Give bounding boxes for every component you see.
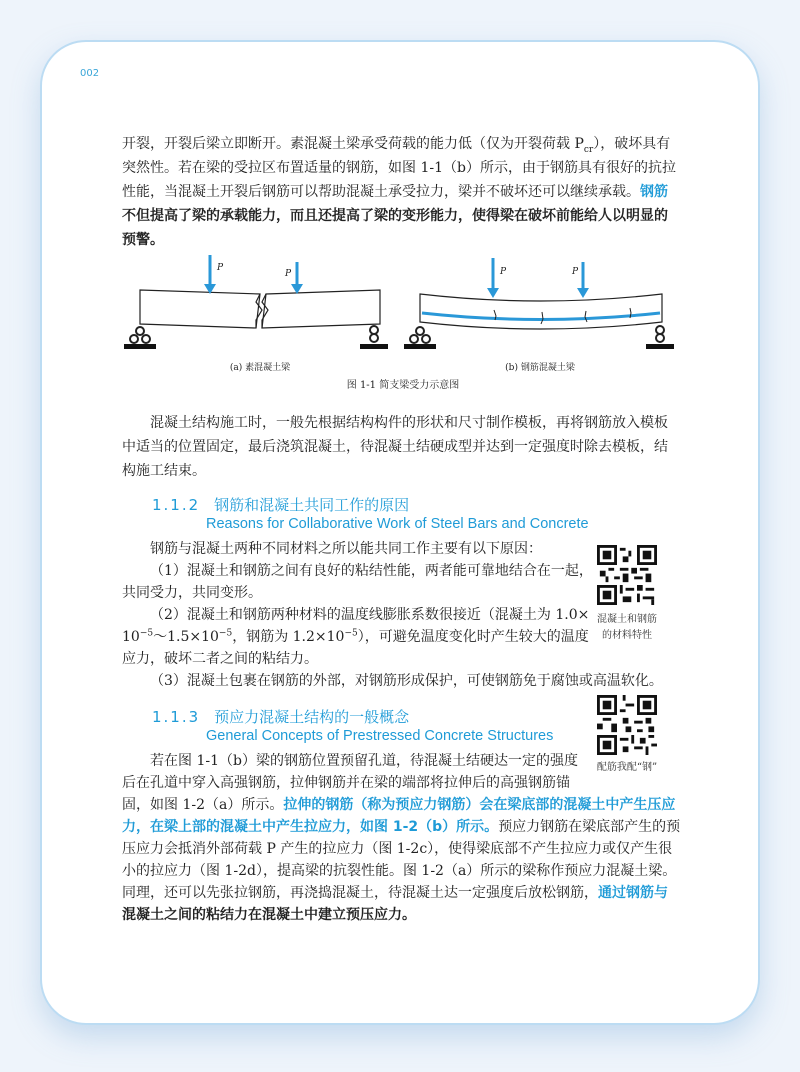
figure-1-1 — [122, 250, 684, 400]
caption-a: (a) 素混凝土梁 — [229, 363, 291, 373]
section-1-1-3-title-en: General Concepts of Prestressed Concrete Structures — [206, 728, 554, 744]
figure-caption: 图 1-1 简支梁受力示意图 — [346, 380, 460, 391]
section-1-1-2-title: 1.1.2 钢筋和混凝土共同工作的原因 — [152, 496, 410, 514]
qr-caption-reinforcement: 配筋我配“钢” — [596, 762, 658, 773]
qr-caption-material: 混凝土和钢筋 的材料特性 — [597, 614, 657, 641]
caption-b: (b) 钢筋混凝土梁 — [505, 363, 575, 373]
qr-code-material-properties[interactable] — [597, 545, 657, 605]
svg-text:P: P — [285, 269, 292, 279]
page-number: 002 — [80, 68, 100, 79]
plain-concrete-beam — [124, 255, 388, 349]
svg-text:P: P — [572, 267, 579, 277]
section-1-1-3-title: 1.1.3 预应力混凝土结构的一般概念 — [152, 708, 410, 726]
reinforced-concrete-beam — [404, 258, 674, 349]
svg-text:P: P — [500, 267, 507, 277]
svg-text:P: P — [217, 263, 224, 273]
section-1-1-2-title-en: Reasons for Collaborative Work of Steel Bars and Concrete — [206, 516, 589, 532]
qr-code-reinforcement[interactable] — [597, 695, 657, 755]
